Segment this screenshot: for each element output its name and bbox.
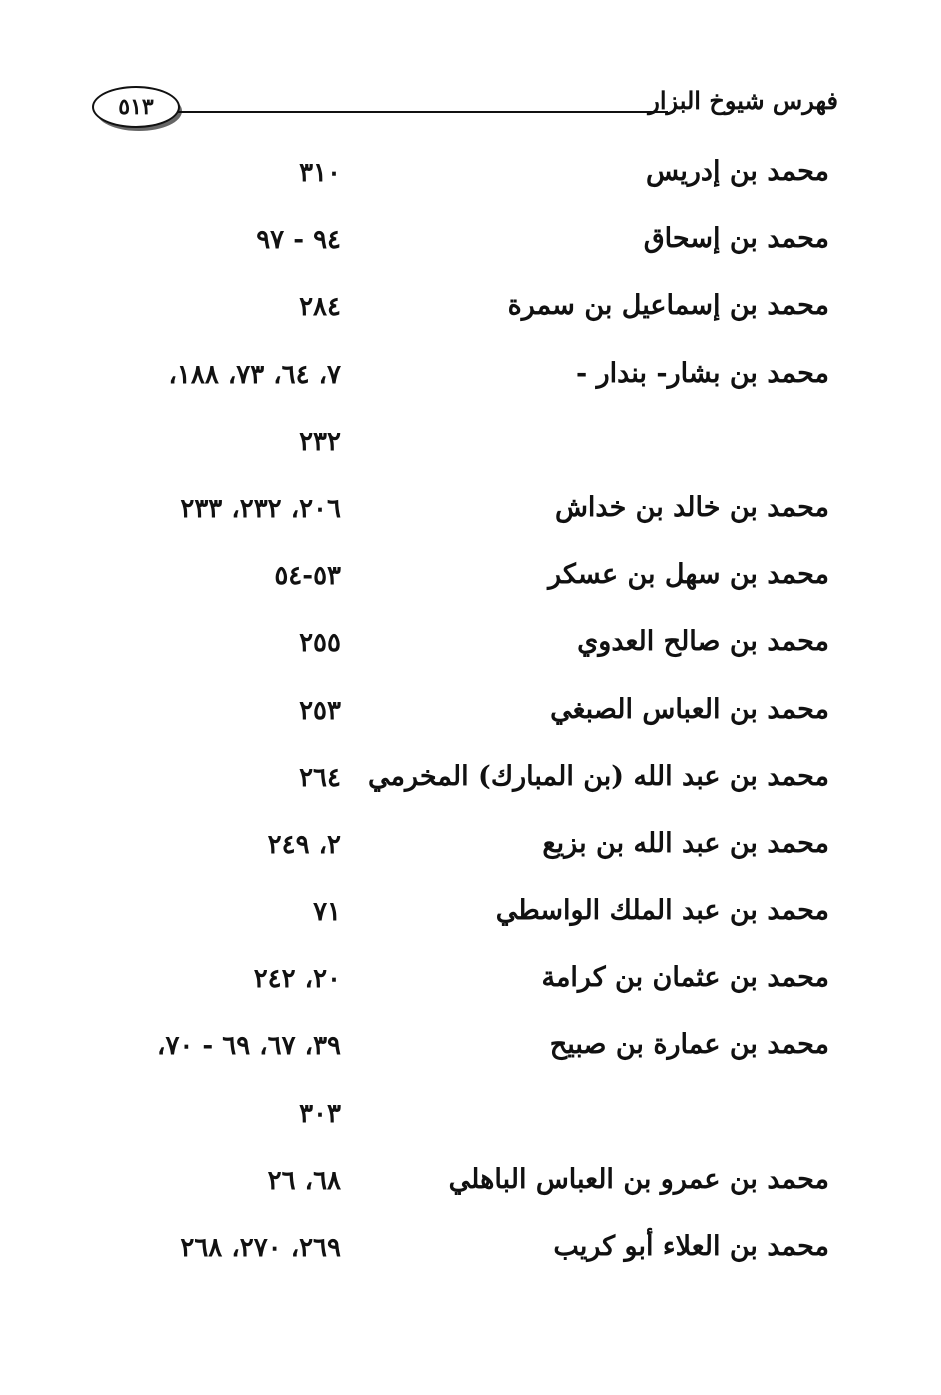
entry-pages: ٢٨٤: [299, 292, 341, 323]
entry-pages: ٢٣٢: [299, 426, 341, 457]
entry-pages: ٢٠، ٢٤٢: [253, 964, 341, 995]
index-entry-continuation: [0, 1081, 941, 1148]
entry-name: محمد بن صالح العدوي: [577, 626, 829, 658]
index-entry: [0, 879, 941, 946]
entry-name: محمد بن خالد بن خداش: [554, 491, 829, 523]
index-entry: [0, 342, 941, 409]
entry-name: محمد بن إسحاق: [643, 223, 829, 255]
entry-name: محمد بن العلاء أبو كريب: [553, 1231, 829, 1262]
entry-name: محمد بن عبد الله بن بزيع: [542, 827, 829, 859]
index-entry: [0, 745, 941, 812]
index-entry: [0, 140, 941, 207]
index-entry: [0, 543, 941, 610]
entry-name: محمد بن إدريس: [645, 156, 829, 187]
index-entry: [0, 274, 941, 341]
entry-pages: ٣٠٣: [299, 1098, 341, 1129]
entry-pages: ٢٠٦، ٢٣٢، ٢٣٣: [180, 493, 341, 524]
page-number: ٥١٣: [118, 94, 154, 120]
index-entry: [0, 1215, 941, 1282]
index-entry: [0, 812, 941, 879]
entry-pages: ٧، ٦٤، ٧٣، ١٨٨،: [168, 359, 341, 390]
entry-pages: ٢، ٢٤٩: [267, 829, 341, 860]
entry-pages: ٢٦٩، ٢٧٠، ٢٦٨: [180, 1233, 341, 1263]
index-entry-continuation: [0, 409, 941, 476]
index-entry: [0, 610, 941, 677]
entry-name: محمد بن عبد الملك الواسطي: [495, 895, 829, 927]
entry-pages: ٥٣-٥٤: [274, 561, 341, 592]
page-number-badge: [92, 86, 180, 128]
index-entry: [0, 1013, 941, 1080]
entry-name: محمد بن عمارة بن صبيح: [549, 1029, 829, 1061]
entry-pages: ٢٥٥: [299, 628, 341, 659]
index-entry: [0, 1148, 941, 1215]
header-rule: [178, 111, 668, 113]
entry-name: محمد بن عثمان بن كرامة: [541, 962, 829, 994]
entry-pages: ٧١: [313, 897, 341, 928]
entry-pages: ٢٦٤: [299, 762, 341, 793]
entry-name: محمد بن العباس الصبغي: [550, 693, 829, 725]
entry-pages: ٣١٠: [299, 158, 341, 188]
entry-name: محمد بن إسماعيل بن سمرة: [507, 290, 829, 322]
entry-pages: ٢٥٣: [299, 695, 341, 726]
index-entry: [0, 946, 941, 1013]
entry-pages: ٣٩، ٦٧، ٦٩ - ٧٠،: [157, 1031, 341, 1062]
index-entries: [0, 140, 941, 1282]
running-title: فهرس شيوخ البزار: [648, 86, 838, 115]
entry-name: محمد بن سهل بن عسكر: [548, 559, 829, 591]
entry-name: محمد بن بشار- بندار -: [576, 357, 829, 389]
entry-name: محمد بن عبد الله (بن المبارك) المخرمي: [368, 760, 829, 792]
index-entry: [0, 207, 941, 274]
index-entry: [0, 476, 941, 543]
index-entry: [0, 678, 941, 745]
entry-name: محمد بن عمرو بن العباس الباهلي: [448, 1163, 829, 1195]
entry-pages: ٩٤ - ٩٧: [256, 225, 341, 256]
entry-pages: ٦٨، ٢٦: [267, 1165, 341, 1196]
page-header: [92, 84, 838, 128]
